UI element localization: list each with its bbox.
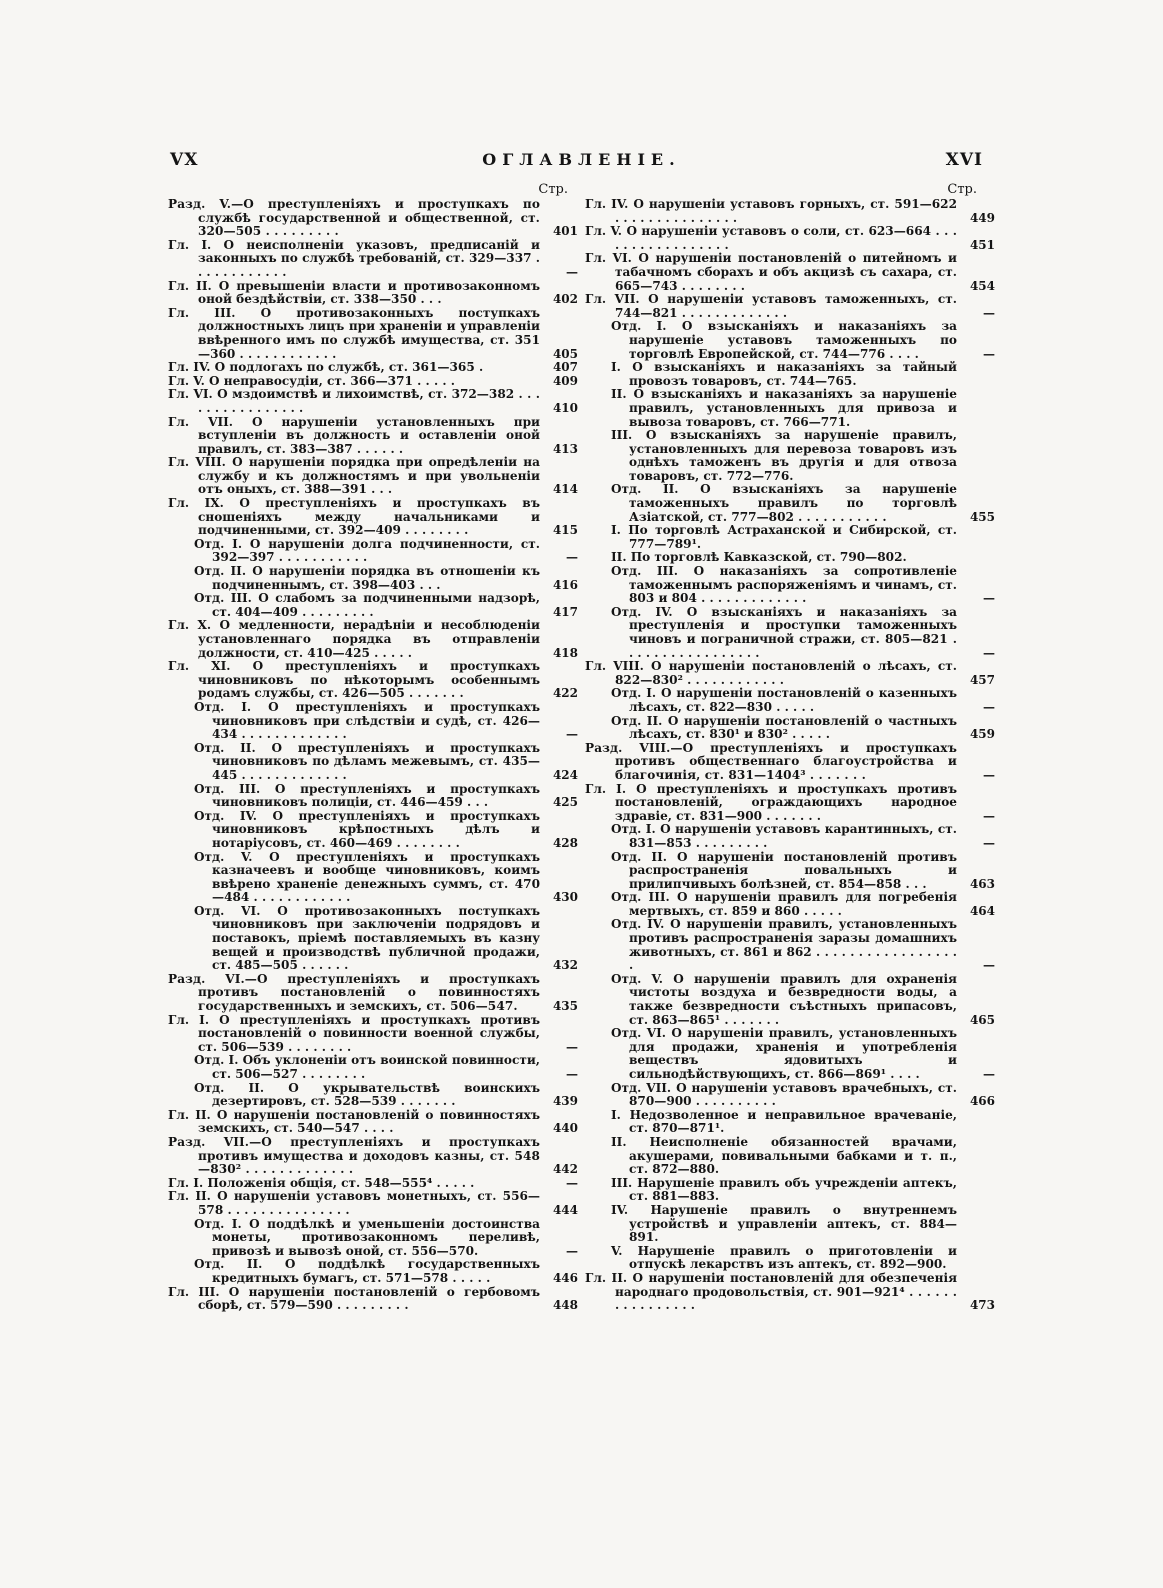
- toc-entry-page: —: [566, 550, 578, 565]
- toc-entry-text: Отд. III. О преступленiяхъ и проступкахъ чиновниковъ полицiи, ст. 446—459 . . .: [194, 781, 540, 810]
- toc-entry-page: —: [983, 958, 995, 973]
- toc-entry-page: —: [566, 1243, 578, 1258]
- toc-entry: [585, 429, 995, 483]
- toc-entry: [168, 1286, 578, 1313]
- toc-entry-text: Гл. IX. О преступленiяхъ и проступкахъ въ сношенiяхъ между начальниками и подчиненными, ст. 392—409 . . . . . . . .: [168, 496, 540, 538]
- toc-entry-text: Гл. V. О неправосудiи, ст. 366—371 . . . . .: [168, 373, 456, 388]
- toc-entry-text: Отд. II. О преступленiяхъ и проступкахъ чиновниковъ по дѣламъ межевымъ, ст. 435—445 . . . . . . . . . . . . .: [194, 740, 540, 782]
- toc-entry-page: 454: [969, 278, 995, 293]
- toc-entry: [168, 1082, 578, 1109]
- toc-entry: [585, 783, 995, 824]
- toc-entry-text: Гл. X. О медленности, нерадѣнiи и несоблюденiи установленнаго порядка въ отправленiи должности, ст. 410—425 . . . . .: [168, 618, 540, 660]
- toc-entry-text: Гл. VIII. О нарушенiи порядка при опредѣленiи на службу и къ должностямъ и при увольненiи отъ оныхъ, ст. 388—391 . . .: [168, 455, 540, 497]
- toc-entry: [585, 1204, 995, 1245]
- toc-entry-page: 428: [552, 835, 578, 850]
- toc-entry: [585, 388, 995, 429]
- toc-entry-text: II. По торговлѣ Кавказской, ст. 790—802.: [611, 550, 907, 565]
- toc-entry: [585, 1136, 995, 1177]
- toc-entry: [168, 973, 578, 1014]
- toc-entry: [168, 565, 578, 592]
- toc-entry-page: 410: [552, 400, 578, 415]
- toc-entry-text: Отд. II. О нарушенiи постановленiй о частныхъ лѣсахъ, ст. 830¹ и 830² . . . . .: [611, 713, 957, 742]
- toc-entry-page: 466: [969, 1094, 995, 1109]
- toc-entry-page: 444: [552, 1202, 578, 1217]
- toc-entry: [585, 742, 995, 783]
- toc-entry: [168, 1136, 578, 1177]
- toc-entry-page: 409: [552, 373, 578, 388]
- toc-entry-text: Отд. II. О укрывательствѣ воинскихъ дезертировъ, ст. 528—539 . . . . . . .: [194, 1080, 540, 1109]
- toc-entry: [585, 524, 995, 551]
- toc-entry-text: Отд. I. О поддѣлкѣ и уменьшенiи достоинства монеты, противозаконномъ переливѣ, привозѣ и вывозѣ оной, ст. 556—570.: [194, 1216, 540, 1258]
- toc-entry-page: —: [566, 727, 578, 742]
- page-number-left: VX: [170, 150, 199, 170]
- toc-entry: [168, 538, 578, 565]
- toc-entry: [585, 1272, 995, 1313]
- page-column-label: Стр.: [947, 182, 977, 197]
- toc-entry-text: Отд. I. О нарушенiи долга подчиненности, ст. 392—397 . . . . . . . . . . .: [194, 536, 540, 565]
- toc-entry: [585, 483, 995, 524]
- toc-entry-text: Гл. III. О противозаконныхъ поступкахъ должностныхъ лицъ при храненiи и управленiи ввѣренного имъ по службѣ имущества, ст. 351—360 . . . . . . . . . . . .: [168, 305, 540, 361]
- toc-entry-text: Гл. VIII. О нарушенiи постановленiй о лѣсахъ, ст. 822—830² . . . . . . . . . . . .: [585, 659, 957, 687]
- toc-entry-text: Отд. IV. О взысканiяхъ и наказанiяхъ за преступленiя и проступки таможенныхъ чиновъ и пограничной стражи, ст. 805—821 . . . . . . . . . . . . . . . . .: [611, 604, 957, 660]
- toc-entry: [585, 293, 995, 320]
- toc-entry-text: Гл. I. О неисполненiи указовъ, предписанiй и законныхъ по службѣ требованiй, ст. 329—337 . . . . . . . . . . . .: [168, 237, 540, 279]
- toc-entry-page: 440: [552, 1121, 578, 1136]
- toc-entry-page: —: [983, 699, 995, 714]
- page-number-right: XVI: [945, 150, 983, 170]
- toc-entry: [585, 1177, 995, 1204]
- toc-entry: [585, 252, 995, 293]
- toc-entry-page: 459: [969, 727, 995, 742]
- toc-entry: [168, 1054, 578, 1081]
- toc-entry-text: Отд. V. О преступленiяхъ и проступкахъ казначеевъ и вообще чиновниковъ, коимъ ввѣрено храненiе денежныхъ суммъ, ст. 470—484 . . . . . . . . . . . .: [194, 849, 540, 905]
- toc-entry-text: Отд. IV. О нарушенiи правилъ, установленныхъ противъ распространенiя заразы домашнихъ животныхъ, ст. 861 и 862 . . . . . . . . . . . . . . . . . .: [611, 917, 957, 973]
- toc-entry: [168, 361, 578, 375]
- toc-entry-text: Отд. VI. О противозаконныхъ поступкахъ чиновниковъ при заключенiи подрядовъ и поставокъ, прiемѣ поставляемыхъ въ казну вещей и производствѣ публичной продажи, ст. 485—505 . . . . . .: [194, 903, 540, 973]
- toc-entry-page: —: [983, 645, 995, 660]
- toc-entry: [168, 592, 578, 619]
- toc-entry-text: I. Недозволенное и неправильное врачеванiе, ст. 870—871¹.: [611, 1107, 957, 1136]
- toc-entry-page: 439: [552, 1094, 578, 1109]
- toc-entry-text: Гл. III. О нарушенiи постановленiй о гербовомъ сборѣ, ст. 579—590 . . . . . . . . .: [168, 1284, 540, 1313]
- toc-entry: [585, 660, 995, 687]
- toc-entry-page: 402: [552, 292, 578, 307]
- toc-entry-page: —: [983, 1067, 995, 1081]
- toc-entry-text: Гл. VII. О нарушенiи уставовъ таможенныхъ, ст. 744—821 . . . . . . . . . . . . .: [585, 292, 957, 320]
- toc-column-left: [168, 182, 578, 1313]
- toc-entry-text: Отд. II. О взысканiяхъ за нарушенiе таможенныхъ правилъ по торговлѣ Азiатской, ст. 777—802 . . . . . . . . . . .: [611, 482, 957, 524]
- toc-entry-page: —: [566, 1039, 578, 1054]
- toc-entry-text: Гл. VII. О нарушенiи установленныхъ при вступленiи въ должность и оставленiи оной правилъ, ст. 383—387 . . . . . .: [168, 414, 540, 456]
- toc-entry-text: Гл. XI. О преступленiяхъ и проступкахъ чиновниковъ по нѣкоторымъ особеннымъ родамъ службы, ст. 426—505 . . . . . . .: [168, 659, 540, 701]
- toc-entry-text: II. О взысканiяхъ и наказанiяхъ за нарушенiе правилъ, установленныхъ для привоза и вывоза товаровъ, ст. 766—771.: [611, 387, 957, 429]
- page-column-label: Стр.: [538, 182, 568, 197]
- toc-entry-text: Отд. II. О нарушенiи постановленiй противъ распространенiя повальныхъ и прилипчивыхъ болѣзней, ст. 854—858 . . .: [611, 849, 957, 891]
- toc-entry-text: II. Неисполненiе обязанностей врачами, акушерами, повивальными бабками и т. п., ст. 872—880.: [611, 1134, 957, 1177]
- toc-entry-page: 414: [552, 482, 578, 497]
- toc-entry: [168, 280, 578, 307]
- toc-entry-page: 455: [969, 509, 995, 524]
- toc-entry: [168, 416, 578, 457]
- toc-entry-text: V. Нарушенiе правилъ о приготовленiи и отпускѣ лекарствъ изъ аптекъ, ст. 892—900.: [611, 1243, 957, 1272]
- toc-entry-text: Отд. II. О поддѣлкѣ государственныхъ кредитныхъ бумагъ, ст. 571—578 . . . . .: [194, 1257, 540, 1285]
- toc-entry: [168, 905, 578, 973]
- toc-entry-page: 457: [969, 672, 995, 687]
- toc-entry-text: Гл. VI. О нарушенiи постановленiй о питейномъ и табачномъ сборахъ и объ акцизѣ съ сахара, ст. 665—743 . . . . . . . .: [585, 251, 957, 293]
- toc-entry-page: 449: [969, 210, 995, 225]
- toc-entry-text: Гл. II. О нарушенiи уставовъ монетныхъ, ст. 556—578 . . . . . . . . . . . . . . .: [168, 1189, 540, 1217]
- toc-entry-text: III. О взысканiяхъ за нарушенiе правилъ, установленныхъ для перевоза товаровъ изъ однѣхъ таможенъ въ другiя и для отвоза товаровъ, ст. 772—776.: [611, 428, 957, 483]
- toc-entry: [168, 375, 578, 389]
- toc-list-left: [168, 198, 578, 1313]
- toc-entry: [168, 1014, 578, 1055]
- toc-entry: [585, 1245, 995, 1272]
- toc-entry-page: 424: [552, 767, 578, 782]
- toc-entry-text: Гл. I. Положенiя общiя, ст. 548—555⁴ . . . . .: [168, 1175, 475, 1190]
- toc-entry-page: 446: [552, 1270, 578, 1285]
- toc-entry: [585, 1082, 995, 1109]
- toc-entry-page: 451: [969, 237, 995, 252]
- toc-entry-page: 464: [969, 903, 995, 918]
- toc-entry: [168, 1109, 578, 1136]
- toc-entry: [585, 320, 995, 361]
- toc-entry-page: 415: [552, 523, 578, 538]
- toc-entry: [168, 1218, 578, 1259]
- toc-column-right: [585, 182, 995, 1313]
- toc-entry: [168, 701, 578, 742]
- toc-entry: [168, 1190, 578, 1217]
- toc-entry: [168, 456, 578, 497]
- toc-entry-text: I. По торговлѣ Астраханской и Сибирской, ст. 777—789¹.: [611, 523, 957, 551]
- toc-entry-page: —: [983, 346, 995, 361]
- toc-entry-text: Гл. II. О нарушенiи постановленiй о повинностяхъ земскихъ, ст. 540—547 . . . .: [168, 1107, 540, 1136]
- toc-entry-page: —: [983, 767, 995, 782]
- toc-entry: [168, 742, 578, 783]
- toc-entry-page: —: [983, 305, 995, 320]
- toc-entry: [585, 565, 995, 606]
- toc-entry-text: Отд. I. О нарушенiи уставовъ карантинныхъ, ст. 831—853 . . . . . . . . .: [611, 822, 957, 850]
- toc-entry-text: Отд. VI. О нарушенiи правилъ, установленныхъ для продажи, храненiя и употребленiя веществъ ядовитыхъ и сильнодѣйствующихъ, ст. 866—869¹ . . . .: [611, 1026, 957, 1081]
- toc-entry: [168, 307, 578, 361]
- toc-entry-page: 416: [552, 577, 578, 592]
- page-title: ОГЛАВЛЕНIЕ.: [482, 150, 681, 169]
- toc-entry: [585, 1109, 995, 1136]
- toc-entry: [168, 1177, 578, 1191]
- toc-entry-text: Отд. III. О наказанiяхъ за сопротивленiе таможеннымъ распоряженiямъ и чинамъ, ст. 803 и 804 . . . . . . . . . . . . .: [611, 564, 957, 606]
- toc-entry-text: Гл. II. О нарушенiи постановленiй для обезпеченiя народнаго продовольствiя, ст. 901—921⁴ . . . . . . . . . . . . . . . .: [585, 1270, 957, 1313]
- toc-entry-text: Гл. V. О нарушенiи уставовъ о соли, ст. 623—664 . . . . . . . . . . . . . . . . .: [585, 224, 957, 252]
- toc-entry: [585, 361, 995, 388]
- toc-entry: [168, 1258, 578, 1285]
- toc-entry-page: 465: [969, 1012, 995, 1027]
- toc-entry-text: Отд. III. О нарушенiи правилъ для погребенiя мертвыхъ, ст. 859 и 860 . . . . .: [611, 890, 957, 918]
- toc-entry: [585, 1027, 995, 1081]
- toc-entry-text: Гл. VI. О мздоимствѣ и лихоимствѣ, ст. 372—382 . . . . . . . . . . . . . . . .: [168, 387, 540, 415]
- toc-entry-page: —: [566, 264, 578, 279]
- toc-entry: [585, 851, 995, 892]
- toc-entry: [585, 973, 995, 1027]
- toc-entry-page: 422: [552, 686, 578, 701]
- toc-entry-text: Отд. I. О нарушенiи постановленiй о казенныхъ лѣсахъ, ст. 822—830 . . . . .: [611, 686, 957, 714]
- toc-entry-text: Разд. VII.—О преступленiяхъ и проступкахъ противъ имущества и доходовъ казны, ст. 548—830² . . . . . . . . . . . . .: [168, 1134, 540, 1177]
- toc-list-right: [585, 198, 995, 1313]
- toc-entry: [585, 551, 995, 565]
- toc-entry-page: —: [983, 591, 995, 606]
- toc-entry-page: 463: [969, 876, 995, 891]
- toc-entry: [168, 619, 578, 660]
- toc-entry: [168, 851, 578, 905]
- toc-entry-page: —: [566, 1067, 578, 1081]
- toc-entry-text: Гл. II. О превышенiи власти и противозаконномъ оной бездѣйствiи, ст. 338—350 . . .: [168, 278, 540, 307]
- toc-entry: [168, 810, 578, 851]
- toc-entry-text: Отд. VII. О нарушенiи уставовъ врачебныхъ, ст. 870—900 . . . . . . . . . .: [611, 1080, 957, 1109]
- toc-entry: [168, 198, 578, 239]
- toc-entry-page: 425: [552, 795, 578, 810]
- toc-entry-text: IV. Нарушенiе правилъ о внутреннемъ устройствѣ и управленiи аптекъ, ст. 884—891.: [611, 1202, 957, 1245]
- toc-entry: [168, 239, 578, 280]
- toc-entry-page: 435: [552, 999, 578, 1014]
- toc-entry-page: —: [566, 1175, 578, 1190]
- toc-entry-text: Отд. III. О слабомъ за подчиненными надзорѣ, ст. 404—409 . . . . . . . . .: [194, 591, 540, 619]
- toc-entry-text: Отд. II. О нарушенiи порядка въ отношенiи къ подчиненнымъ, ст. 398—403 . . .: [194, 564, 540, 592]
- toc-entry-page: 430: [552, 890, 578, 905]
- toc-entry-text: Разд. V.—О преступленiяхъ и проступкахъ по службѣ государственной и общественной, ст. 320—505 . . . . . . . . .: [168, 197, 540, 239]
- toc-entry-text: Отд. V. О нарушенiи правилъ для охраненiя чистоты воздуха и безвредности воды, а также безвредности съѣстныхъ припасовъ, ст. 863—865¹ . . . . . . .: [611, 971, 957, 1027]
- toc-entry-page: —: [983, 835, 995, 850]
- toc-entry-page: —: [983, 808, 995, 823]
- toc-entry-text: Отд. I. Объ уклоненiи отъ воинской повинности, ст. 506—527 . . . . . . . .: [194, 1053, 540, 1081]
- toc-entry-text: Отд. I. О преступленiяхъ и проступкахъ чиновниковъ при слѣдствiи и судѣ, ст. 426—434 . . . . . . . . . . . . .: [194, 699, 540, 742]
- toc-entry-page: 401: [552, 224, 578, 239]
- toc-entry-page: 417: [552, 604, 578, 619]
- toc-entry-text: III. Нарушенiе правилъ объ учрежденiи аптекъ, ст. 881—883.: [611, 1175, 957, 1204]
- toc-entry-page: 405: [552, 346, 578, 361]
- toc-entry: [585, 918, 995, 972]
- toc-entry-text: I. О взысканiяхъ и наказанiяхъ за тайный провозъ товаровъ, ст. 744—765.: [611, 360, 957, 388]
- toc-entry-page: 432: [552, 958, 578, 973]
- toc-entry: [585, 891, 995, 918]
- toc-entry: [585, 715, 995, 742]
- toc-entry-text: Разд. VI.—О преступленiяхъ и проступкахъ противъ постановленiй о повинностяхъ государственныхъ и земскихъ, ст. 506—547.: [168, 971, 540, 1014]
- toc-entry: [168, 783, 578, 810]
- toc-entry: [168, 660, 578, 701]
- toc-entry: [585, 606, 995, 660]
- toc-entry: [585, 225, 995, 252]
- toc-entry-text: Гл. I. О преступленiяхъ и проступкахъ противъ постановленiй о повинности военной службы, ст. 506—539 . . . . . . . .: [168, 1012, 540, 1054]
- toc-entry: [585, 687, 995, 714]
- toc-entry-page: 473: [969, 1298, 995, 1313]
- toc-entry-text: Отд. IV. О преступленiяхъ и проступкахъ чиновниковъ крѣпостныхъ дѣлъ и нотарiусовъ, ст. 460—469 . . . . . . . .: [194, 808, 540, 850]
- toc-entry-page: 448: [552, 1298, 578, 1313]
- toc-entry-page: 442: [552, 1162, 578, 1177]
- toc-entry-text: Разд. VIII.—О преступленiяхъ и проступкахъ противъ общественнаго благоустройства и благочинiя, ст. 831—1404³ . . . . . . .: [585, 740, 957, 782]
- toc-entry: [585, 198, 995, 225]
- toc-entry-text: Гл. I. О преступленiяхъ и проступкахъ противъ постановленiй, ограждающихъ народное здравiе, ст. 831—900 . . . . . . .: [585, 781, 957, 823]
- toc-entry-text: Отд. I. О взысканiяхъ и наказанiяхъ за нарушенiе уставовъ таможенныхъ по торговлѣ Европейской, ст. 744—776 . . . .: [611, 319, 957, 361]
- toc-entry: [168, 497, 578, 538]
- toc-entry-text: Гл. IV. О нарушенiи уставовъ горныхъ, ст. 591—622 . . . . . . . . . . . . . . .: [585, 197, 957, 225]
- toc-entry-page: 407: [552, 360, 578, 375]
- toc-entry-text: Гл. IV. О подлогахъ по службѣ, ст. 361—365 .: [168, 360, 484, 375]
- toc-entry: [168, 388, 578, 415]
- toc-entry-page: 413: [552, 441, 578, 456]
- toc-entry-page: 418: [552, 645, 578, 660]
- toc-entry: [585, 823, 995, 850]
